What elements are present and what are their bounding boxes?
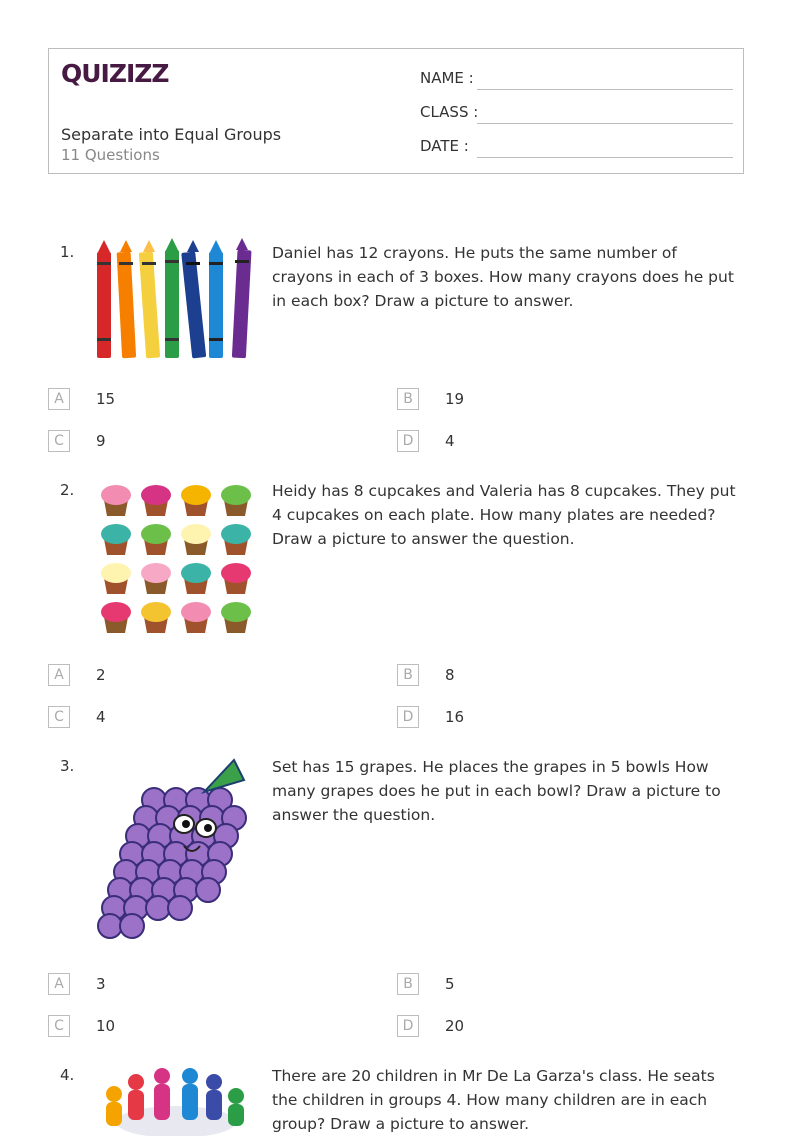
option-letter[interactable]: D xyxy=(397,706,419,728)
name-line[interactable] xyxy=(477,89,733,90)
question-text: Set has 15 grapes. He places the grapes in 5 bowls How many grapes does he put in each bowl? Draw a picture to answer the question. xyxy=(272,758,721,824)
option-value: 2 xyxy=(96,666,106,684)
children-image xyxy=(94,1062,258,1123)
option-letter[interactable]: D xyxy=(397,430,419,452)
option-letter[interactable]: C xyxy=(48,430,70,452)
question-text: Daniel has 12 crayons. He puts the same number of crayons in each of 3 boxes. How many crayons does he put in each box? Draw a picture to answer. xyxy=(272,244,734,310)
worksheet-header xyxy=(48,48,744,174)
option-value: 5 xyxy=(445,975,455,993)
class-line[interactable] xyxy=(477,123,733,124)
option-letter[interactable]: A xyxy=(48,973,70,995)
option-value: 16 xyxy=(445,708,465,726)
question-number: 1. xyxy=(60,243,75,261)
quizizz-logo: QUIZIZZ xyxy=(61,59,169,88)
question-number: 2. xyxy=(60,481,75,499)
date-line[interactable] xyxy=(477,157,733,158)
option-value: 3 xyxy=(96,975,106,993)
question-text: Heidy has 8 cupcakes and Valeria has 8 cupcakes. They put 4 cupcakes on each plate. How many plates are needed? Draw a picture to answer the question. xyxy=(272,482,736,548)
option-value: 20 xyxy=(445,1017,465,1035)
option-value: 19 xyxy=(445,390,465,408)
name-label: NAME : xyxy=(420,69,474,87)
worksheet-title: Separate into Equal Groups xyxy=(61,125,282,144)
option-value: 4 xyxy=(96,708,106,726)
option-value: 15 xyxy=(96,390,116,408)
option-value: 4 xyxy=(445,432,455,450)
option-value: 9 xyxy=(96,432,106,450)
question-number: 4. xyxy=(60,1066,75,1084)
option-value: 8 xyxy=(445,666,455,684)
question-number: 3. xyxy=(60,757,75,775)
option-letter[interactable]: C xyxy=(48,706,70,728)
option-letter[interactable]: C xyxy=(48,1015,70,1037)
grapes-image xyxy=(94,752,258,948)
crayons-image xyxy=(94,238,258,362)
option-letter[interactable]: A xyxy=(48,664,70,686)
option-value: 10 xyxy=(96,1017,116,1035)
option-letter[interactable]: B xyxy=(397,388,419,410)
option-letter[interactable]: D xyxy=(397,1015,419,1037)
option-letter[interactable]: B xyxy=(397,973,419,995)
option-letter[interactable]: B xyxy=(397,664,419,686)
question-text: There are 20 children in Mr De La Garza's class. He seats the children in groups 4. How many children are in each group? Draw a picture to answer. xyxy=(272,1067,715,1133)
option-letter[interactable]: A xyxy=(48,388,70,410)
cupcakes-image xyxy=(94,478,258,638)
class-label: CLASS : xyxy=(420,103,479,121)
question-count: 11 Questions xyxy=(61,146,160,164)
date-label: DATE : xyxy=(420,137,469,155)
